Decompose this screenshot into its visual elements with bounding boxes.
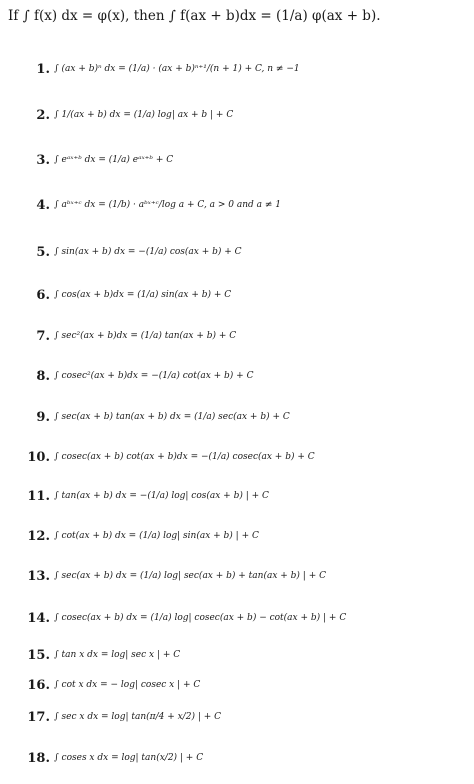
formula-number: 2. xyxy=(36,107,50,123)
formula-text: ∫ sin(ax + b) dx = −(1/a) cos(ax + b) + C xyxy=(54,247,242,257)
formula-number: 15. xyxy=(27,647,50,663)
formula-row xyxy=(0,556,474,596)
formula-row xyxy=(0,598,474,638)
formula-text: ∫ cot x dx = − log| cosec x | + C xyxy=(54,680,201,690)
formula-text: ∫ cosec(ax + b) dx = (1/a) log| cosec(ax + b) − cot(ax + b) | + C xyxy=(54,613,347,623)
formula-row xyxy=(0,356,474,396)
formula-row xyxy=(0,316,474,356)
formula-text: ∫ sec(ax + b) dx = (1/a) log| sec(ax + b) + tan(ax + b) | + C xyxy=(54,571,326,581)
formula-text: ∫ (ax + b)ⁿ dx = (1/a) · (ax + b)ⁿ⁺¹/(n + 1) + C, n ≠ −1 xyxy=(54,64,300,74)
formula-row xyxy=(0,95,474,135)
formula-number: 1. xyxy=(36,61,50,77)
formula-number: 18. xyxy=(27,750,50,766)
formula-row xyxy=(0,49,474,89)
formula-number: 9. xyxy=(36,409,50,425)
formula-text: ∫ sec x dx = log| tan(π/4 + x/2) | + C xyxy=(54,712,221,722)
formula-number: 16. xyxy=(27,677,50,693)
formula-number: 8. xyxy=(36,368,50,384)
formula-row xyxy=(0,232,474,272)
formula-text: ∫ aᵇˣ⁺ᶜ dx = (1/b) · aᵇˣ⁺ᶜ/log a + C, a > 0 and a ≠ 1 xyxy=(54,200,282,210)
formula-text: ∫ tan(ax + b) dx = −(1/a) log| cos(ax + b) | + C xyxy=(54,491,269,501)
formula-row xyxy=(0,516,474,556)
formula-number: 7. xyxy=(36,328,50,344)
formula-text: ∫ coses x dx = log| tan(x/2) | + C xyxy=(54,753,204,763)
formula-text: ∫ cot(ax + b) dx = (1/a) log| sin(ax + b) | + C xyxy=(54,531,259,541)
formula-text: ∫ eᵃˣ⁺ᵇ dx = (1/a) eᵃˣ⁺ᵇ + C xyxy=(54,155,174,165)
formula-number: 4. xyxy=(36,197,50,213)
formula-text: ∫ cosec(ax + b) cot(ax + b)dx = −(1/a) cosec(ax + b) + C xyxy=(54,452,315,462)
formula-number: 13. xyxy=(27,568,50,584)
formula-row xyxy=(0,738,474,778)
formula-text: ∫ cos(ax + b)dx = (1/a) sin(ax + b) + C xyxy=(54,290,232,300)
formula-row xyxy=(0,437,474,477)
formula-number: 3. xyxy=(36,152,50,168)
formula-text: ∫ tan x dx = log| sec x | + C xyxy=(54,650,181,660)
formula-number: 6. xyxy=(36,287,50,303)
formula-text: ∫ sec²(ax + b)dx = (1/a) tan(ax + b) + C xyxy=(54,331,237,341)
formula-row xyxy=(0,140,474,180)
formula-text: ∫ cosec²(ax + b)dx = −(1/a) cot(ax + b) + C xyxy=(54,371,254,381)
formula-text: ∫ 1/(ax + b) dx = (1/a) log| ax + b | + C xyxy=(54,110,234,120)
formula-number: 17. xyxy=(27,709,50,725)
formula-number: 14. xyxy=(27,610,50,626)
formula-row xyxy=(0,275,474,315)
formula-number: 10. xyxy=(27,449,50,465)
formula-text: ∫ sec(ax + b) tan(ax + b) dx = (1/a) sec(ax + b) + C xyxy=(54,412,290,422)
formula-row xyxy=(0,185,474,225)
formula-row xyxy=(0,697,474,737)
formula-number: 12. xyxy=(27,528,50,544)
formula-row xyxy=(0,397,474,437)
intro-statement: If ∫ f(x) dx = φ(x), then ∫ f(ax + b)dx = (1/a) φ(ax + b). xyxy=(8,8,381,24)
formula-number: 11. xyxy=(27,488,50,504)
formula-number: 5. xyxy=(36,244,50,260)
formula-row xyxy=(0,476,474,516)
